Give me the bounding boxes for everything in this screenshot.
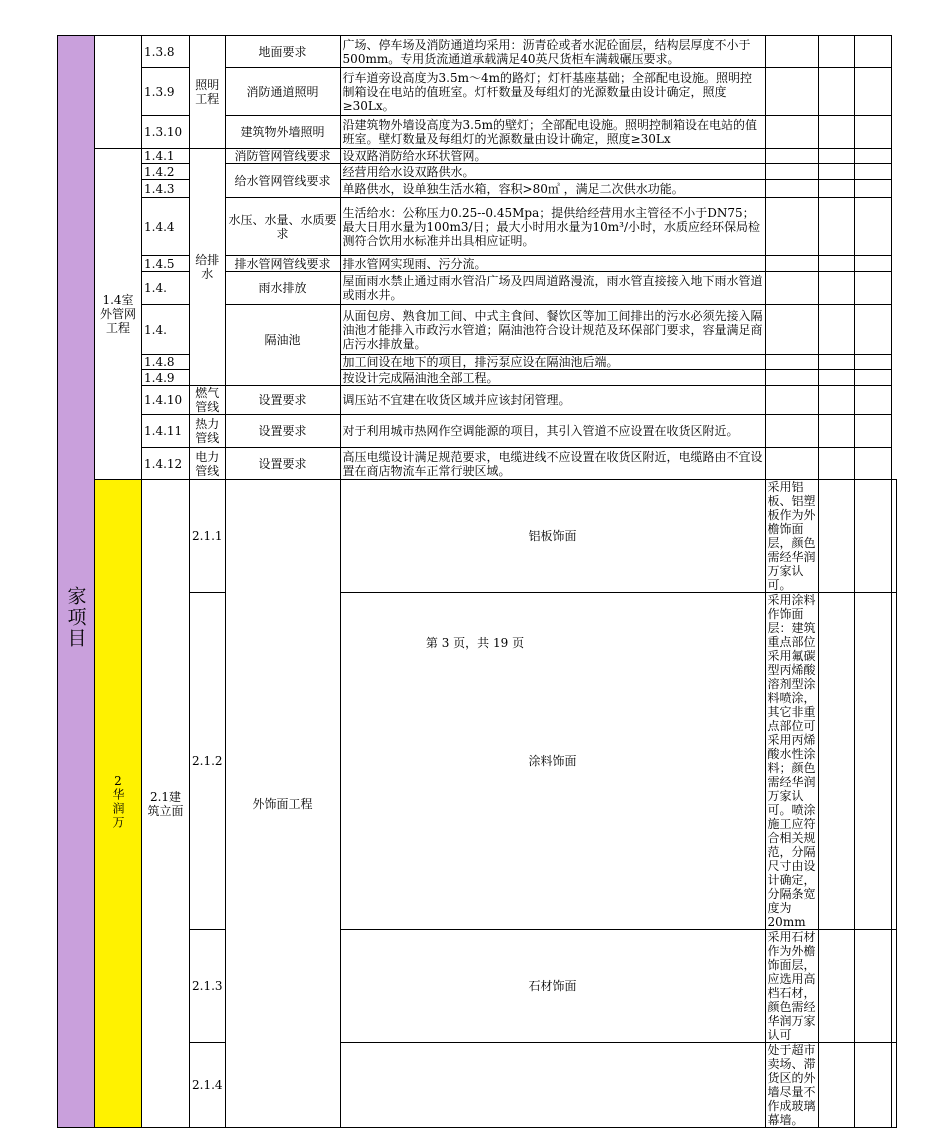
page-footer: 第 3 页，共 19 页 <box>425 636 525 650</box>
table-row: 2.1.3 石材饰面 采用石材作为外檐饰面层，应选用高档石材，颜色需经华润万家认可 <box>58 930 897 1043</box>
section-2-title-overflow: 家项目 <box>64 586 87 649</box>
section-1-band <box>58 36 95 1128</box>
table-row: 1.4.3 单路供水，设单独生活水箱，容积>80㎥ ，满足二次供水功能。 <box>58 180 897 198</box>
category-lighting: 照明工程 <box>190 36 226 149</box>
subsection-1-4-label: 1.4室外管网工程 <box>95 149 142 480</box>
table-row: 1.4.11 热力管线 设置要求 对于利用城市热网作空调能源的项目，其引入管道不应设置在收货区附近。 <box>58 415 897 448</box>
table-row: 1.4. 隔油池 从面包房、熟食加工间、中式主食间、餐饮区等加工间排出的污水必须先接入隔油池才能排入市政污水管道；隔油池符合设计规范及环保部门要求，容量满足商店污水排放量。 <box>58 305 897 355</box>
table-row: 1.4.8 加工间设在地下的项目，排污泵应设在隔油池后端。 <box>58 355 897 370</box>
table-row: 1.4.10 燃气管线 设置要求 调压站不宜建在收货区域并应该封闭管理。 <box>58 386 897 415</box>
table-row: 1.4室外管网工程 1.4.1 给排水 消防管网管线要求 设双路消防给水环状管网。 <box>58 149 897 164</box>
table-row: 1.4.4 水压、水量、水质要求 生活给水：公称压力0.25--0.45Mpa；提供给经营用水主管径不小于DN75；最大日用水量为100m3/日；最大小时用水量为10m³/小时，水质应经环保局检测符合饮用水标准并出具相应证明。 <box>58 198 897 256</box>
table-row: 1.4.5 排水管网管线要求 排水管网实现雨、污分流。 <box>58 256 897 272</box>
table-row: 1.4.2 给水管网管线要求 经营用给水设双路供水。 <box>58 164 897 180</box>
table-row: 1.4. 雨水排放 屋面雨水禁止通过雨水管沿广场及四周道路漫流，雨水管直接接入地下雨水管道或雨水井。 <box>58 272 897 305</box>
table-row: 2.1.4 处于超市卖场、滞货区的外墙尽量不作成玻璃幕墙。 <box>58 1043 897 1128</box>
table-row: 1.4.9 按设计完成隔油池全部工程。 <box>58 370 897 386</box>
table-row: 2.1.2 涂料饰面 采用涂料作饰面层：建筑重点部位采用氟碳型丙烯酸溶剂型涂料喷涂，其它非重点部位可采用丙烯酸水性涂料；颜色需经华润万家认可。喷涂施工应符合相关规范，分隔尺寸由设计确定，分隔条宽度为20mm <box>58 593 897 930</box>
category-power: 电力管线 <box>190 448 226 480</box>
table-row: 1.4.12 电力管线 设置要求 高压电缆设计满足规范要求，电缆进线不应设置在收货区附近，电缆路由不宜设置在商店物流车正常行驶区域。 <box>58 448 897 480</box>
subsection-2-1-label: 2.1建筑立面 <box>142 480 190 1128</box>
table-row: 1.3.10 建筑物外墙照明 沿建筑物外墙设高度为3.5m的壁灯；全部配电设施。照明控制箱设在电站的值班室。壁灯数量及每组灯的光源数量由设计确定，照度≥30Lx <box>58 116 897 149</box>
table-row: 1.3.8 照明工程 地面要求 广场、停车场及消防通道均采用：沥青砼或者水泥砼面层，结构层厚度不小于500mm。专用货流通道承载满足40英尺货柜车满载碾压要求。 <box>58 36 897 68</box>
table-row: 1.3.9 消防通道照明 行车道旁设高度为3.5m～4m的路灯；灯杆基座基础；全部配电设施。照明控制箱设在电站的值班室。灯杆数量及每组灯的光源数量由设计确定，照度≥30Lx。 <box>58 68 897 116</box>
spec-table <box>57 35 897 1128</box>
category-water: 给排水 <box>190 149 226 386</box>
table-row: 2 华润万 2.1建筑立面 2.1.1 外饰面工程 铝板饰面 采用铝板、铝塑板作为外檐饰面层，颜色需经华润万家认可。 <box>58 480 897 593</box>
category-heat: 热力管线 <box>190 415 226 448</box>
category-gas: 燃气管线 <box>190 386 226 415</box>
category-facade: 外饰面工程 <box>225 480 340 1128</box>
section-2-title: 2 华润万 <box>95 480 142 1128</box>
